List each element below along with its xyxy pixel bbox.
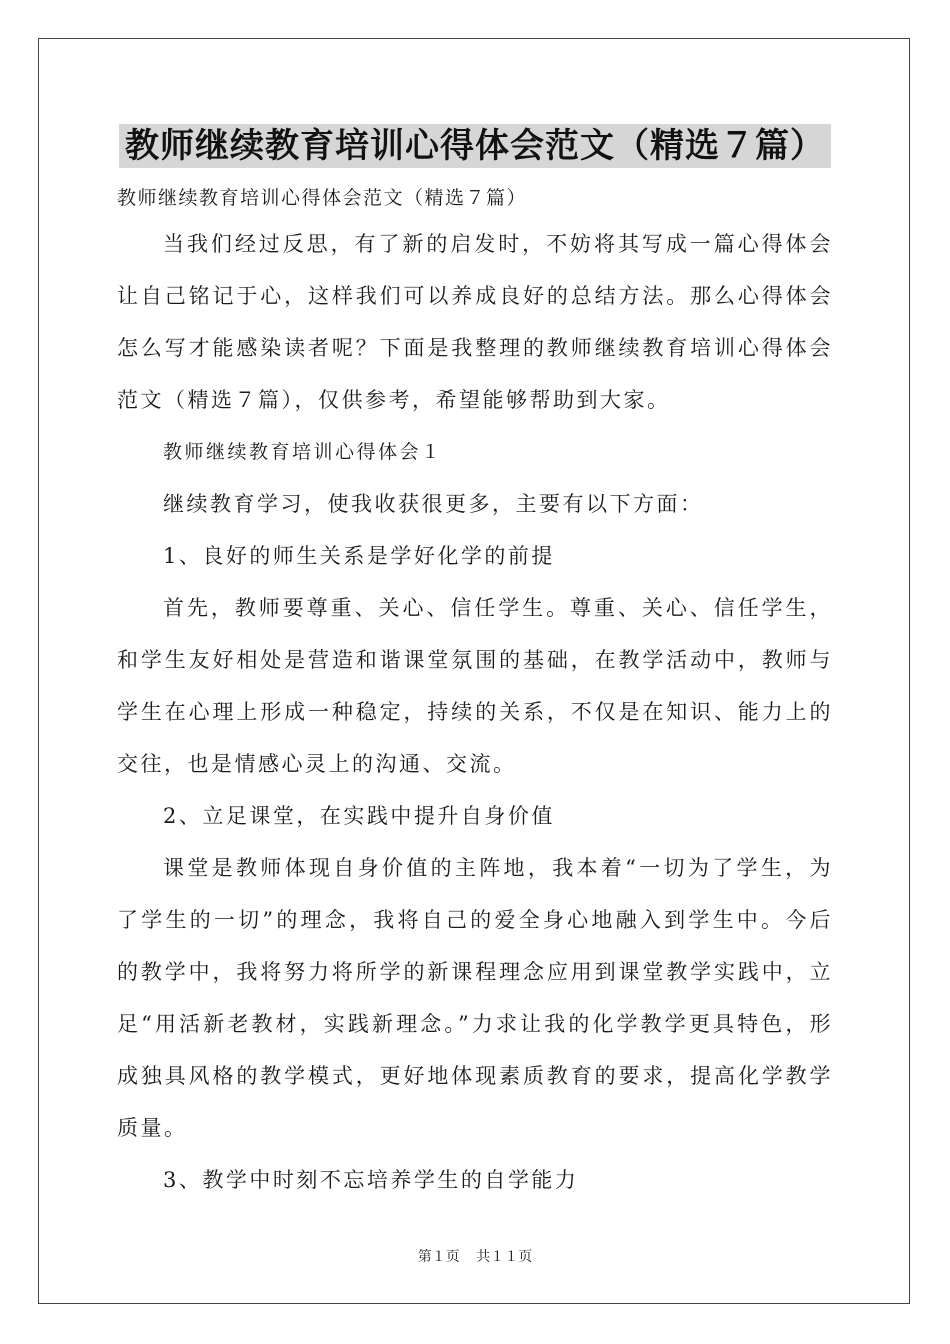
document-subtitle: 教师继续教育培训心得体会范文（精选７篇） [117, 187, 528, 209]
section-heading-1: 教师继续教育培训心得体会１ [163, 441, 443, 463]
paragraph-point-2: 课堂是教师体现自身价值的主阵地，我本着“一切为了学生，为了学生的一切”的理念，我将自己的爱全身心地融入到学生中。今后的教学中，我将努力将所学的新课程理念应用到课堂教学实践中，立足“用活新老教材，实践新理念。”力求让我的化学教学更具特色，形成独具风格的教学模式，更好地体现素质教育的要求，提高化学教学质量。 [117, 856, 833, 1140]
page-number: 第１页 [417, 1249, 460, 1265]
point-heading-2: 2、立足课堂，在实践中提升自身价值 [163, 804, 555, 828]
paragraph-intro: 当我们经过反思，有了新的启发时，不妨将其写成一篇心得体会让自己铭记于心，这样我们可以养成良好的总结方法。那么心得体会怎么写才能感染读者呢？下面是我整理的教师继续教育培训心得体会范文（精选７篇），仅供参考，希望能够帮助到大家。 [117, 232, 833, 412]
paragraph-overview: 继续教育学习，使我收获很更多，主要有以下方面： [163, 492, 704, 516]
page-footer [0, 1246, 950, 1266]
point-heading-3: 3、教学中时刻不忘培养学生的自学能力 [163, 1168, 579, 1192]
document-body [117, 178, 833, 1206]
document-title: 教师继续教育培训心得体会范文（精选７篇） [119, 124, 831, 168]
paragraph-point-1: 首先，教师要尊重、关心、信任学生。尊重、关心、信任学生，和学生友好相处是营造和谐课堂氛围的基础，在教学活动中，教师与学生在心理上形成一种稳定，持续的关系，不仅是在知识、能力上的交往，也是情感心灵上的沟通、交流。 [117, 596, 833, 776]
title-container [0, 124, 950, 168]
point-heading-1: 1、良好的师生关系是学好化学的前提 [163, 544, 555, 568]
page-total: 共１１页 [476, 1249, 533, 1265]
